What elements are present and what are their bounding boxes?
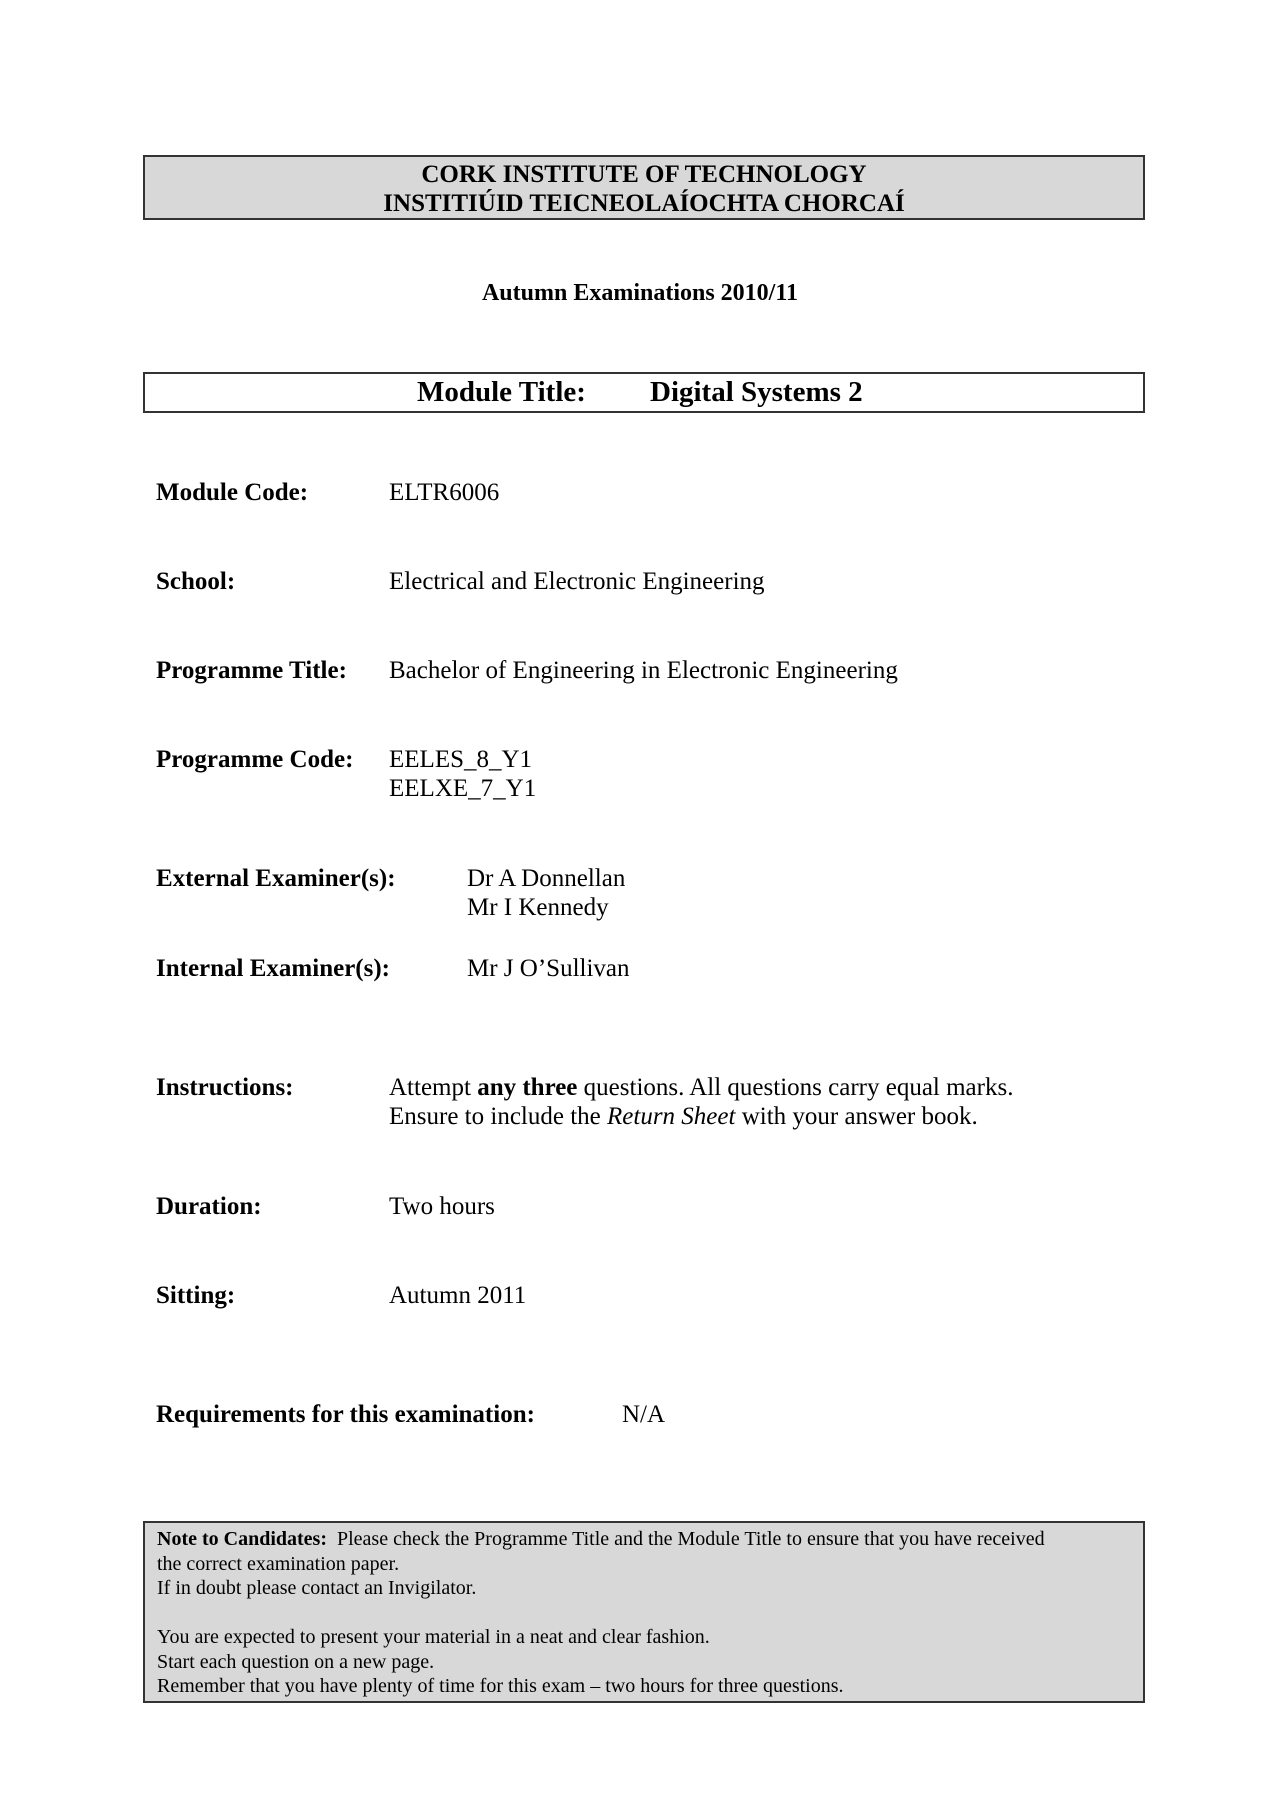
internal-examiners-label: Internal Examiner(s): <box>156 955 390 982</box>
internal-examiner-1: Mr J O’Sullivan <box>467 955 630 982</box>
external-examiners-label: External Examiner(s): <box>156 865 396 892</box>
sitting-label: Sitting: <box>156 1282 236 1309</box>
school-label: School: <box>156 568 236 595</box>
module-code-value: ELTR6006 <box>389 479 500 506</box>
module-title-value: Digital Systems 2 <box>650 376 863 408</box>
instructions-line-1: Attempt any three questions. All questions carry equal marks. <box>389 1074 1014 1101</box>
external-examiner-2: Mr I Kennedy <box>467 894 609 921</box>
note-line-1: Note to Candidates: Please check the Programme Title and the Module Title to ensure that you have received <box>157 1528 1045 1550</box>
requirements-value: N/A <box>622 1401 666 1428</box>
note-to-candidates-box <box>143 1521 1145 1703</box>
programme-code-value-2: EELXE_7_Y1 <box>389 775 537 802</box>
external-examiner-1: Dr A Donnellan <box>467 865 626 892</box>
exam-session-title: Autumn Examinations 2010/11 <box>481 280 799 306</box>
requirements-label: Requirements for this examination: <box>156 1401 535 1428</box>
note-title: Note to Candidates: <box>157 1528 327 1550</box>
institute-name-english: CORK INSTITUTE OF TECHNOLOGY <box>421 161 867 188</box>
sitting-value: Autumn 2011 <box>389 1282 527 1309</box>
school-value: Electrical and Electronic Engineering <box>389 568 765 595</box>
institute-header <box>143 155 1145 220</box>
note-spacer <box>157 1601 1131 1626</box>
module-title-label: Module Title: <box>417 376 586 408</box>
duration-value: Two hours <box>389 1193 495 1220</box>
note-line-4: You are expected to present your material in a neat and clear fashion. <box>157 1626 710 1648</box>
programme-title-label: Programme Title: <box>156 657 347 684</box>
duration-label: Duration: <box>156 1193 262 1220</box>
return-sheet-italic: Return Sheet <box>607 1103 736 1130</box>
institute-name-irish: INSTITIÚID TEICNEOLAÍOCHTA CHORCAÍ <box>383 190 905 217</box>
module-title-box <box>143 372 1145 413</box>
instructions-line-2: Ensure to include the Return Sheet with your answer book. <box>389 1103 978 1130</box>
programme-title-value: Bachelor of Engineering in Electronic Engineering <box>389 657 898 684</box>
programme-code-label: Programme Code: <box>156 746 354 773</box>
note-line-6: Remember that you have plenty of time for this exam – two hours for three questions. <box>157 1675 844 1697</box>
instructions-label: Instructions: <box>156 1074 294 1101</box>
note-line-5: Start each question on a new page. <box>157 1650 435 1673</box>
note-line-3: If in doubt please contact an Invigilator. <box>157 1577 477 1599</box>
programme-code-value-1: EELES_8_Y1 <box>389 746 533 773</box>
module-code-label: Module Code: <box>156 479 309 506</box>
instructions-emphasis: any three <box>477 1074 578 1101</box>
note-line-2: the correct examination paper. <box>157 1552 400 1575</box>
